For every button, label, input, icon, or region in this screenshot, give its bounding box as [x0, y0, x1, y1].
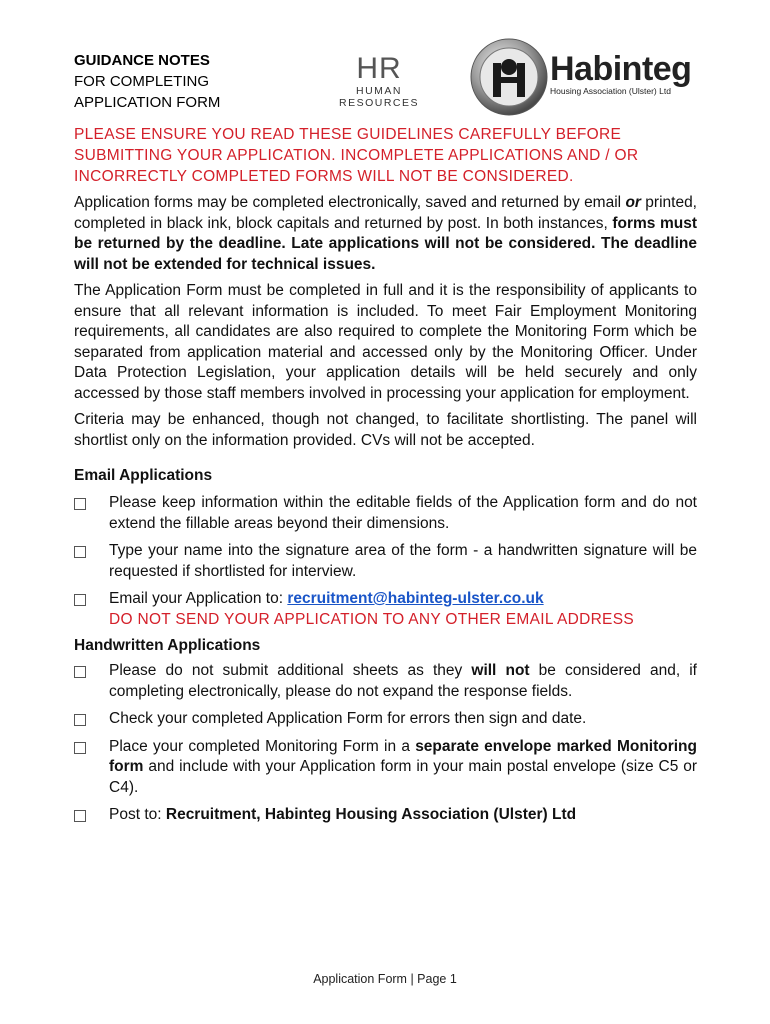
list-item-text: Type your name into the signature area of the form - a handwritten signature will be requested if shortlisted for interview.: [109, 542, 697, 580]
text-span: and include with your Application form in your main postal envelope (size C5 or C4).: [109, 758, 697, 796]
text-span: Email your Application to:: [109, 590, 288, 607]
guidance-title: GUIDANCE NOTES: [74, 52, 210, 69]
text-span: printed, completed in black ink, block capitals and returned by post. In both instances,: [74, 194, 697, 232]
paragraph-completion: The Application Form must be completed in full and it is the responsibility of applicants to ensure that all relevant information is included. To meet Fair Employment Monitoring requirements, all candidates are also required to complete the Monitoring Form which be separated from application material and accessed only by the Monitoring Officer. Under Data Protection Legislation, your application details will be held securely and only accessed by those staff members involved in processing your application for employment.: [74, 282, 697, 402]
brand-name: Habinteg: [550, 50, 692, 88]
emphasis-will-not: will not: [471, 662, 530, 679]
brand-block: [550, 52, 691, 96]
guidance-subtitle-line: FOR COMPLETING: [74, 73, 210, 90]
list-item: [74, 805, 697, 826]
email-warning: DO NOT SEND YOUR APPLICATION TO ANY OTHER EMAIL ADDRESS: [109, 610, 634, 628]
list-item: [74, 493, 697, 534]
text-span: Please do not submit additional sheets as they: [109, 662, 472, 679]
habinteg-logo-icon: [469, 37, 549, 117]
checkbox[interactable]: [74, 594, 86, 606]
deadline-notice: forms must be returned by the deadline. Late applications will not be considered. The deadline will not be extended for technical issues.: [74, 214, 697, 273]
list-item: [74, 661, 697, 702]
postal-address: Recruitment, Habinteg Housing Association (Ulster) Ltd: [165, 806, 577, 823]
page-footer: Application Form | Page 1: [313, 972, 457, 986]
checkbox[interactable]: [74, 498, 86, 510]
warning-notice: PLEASE ENSURE YOU READ THESE GUIDELINES CAREFULLY BEFORE SUBMITTING YOUR APPLICATION. INCOMPLETE APPLICATIONS AND / OR INCORRECTLY COMPLETED FORMS WILL NOT BE CONSIDERED.: [74, 126, 639, 185]
list-item: [74, 589, 697, 630]
paragraph-criteria: Criteria may be enhanced, though not changed, to facilitate shortlisting. The panel will shortlist only on the information provided. CVs will not be accepted.: [74, 411, 697, 449]
list-item-text: [109, 589, 697, 630]
email-section-heading: Email Applications: [74, 467, 213, 484]
text-span: Place your completed Monitoring Form in a: [109, 737, 416, 755]
handwritten-section-heading: Handwritten Applications: [74, 637, 261, 654]
emphasis-envelope: separate envelope marked Monitoring form: [109, 737, 697, 775]
page-header: [74, 0, 697, 118]
guidance-title-block: [74, 50, 220, 113]
hr-logo: [314, 54, 444, 109]
list-item-text: Please keep information within the editable fields of the Application form and do not extend the fillable areas beyond their dimensions.: [109, 494, 697, 532]
checkbox[interactable]: [74, 742, 86, 754]
list-item-text: Check your completed Application Form for errors then sign and date.: [109, 710, 587, 727]
list-item-text: [109, 805, 697, 826]
hr-letters: HR: [356, 52, 402, 85]
brand-subtitle: Housing Association (Ulster) Ltd: [550, 86, 671, 96]
list-item: [74, 541, 697, 582]
emphasis-or: or: [625, 194, 641, 211]
guidance-subtitle-line: APPLICATION FORM: [74, 94, 221, 111]
checkbox[interactable]: [74, 546, 86, 558]
checkbox[interactable]: [74, 666, 86, 678]
text-span: Application forms may be completed electronically, saved and returned by email: [74, 194, 626, 211]
list-item: [74, 737, 697, 799]
checkbox[interactable]: [74, 714, 86, 726]
recruitment-email-link[interactable]: recruitment@habinteg-ulster.co.uk: [287, 590, 544, 607]
list-item: [74, 709, 697, 730]
hr-caption: HUMAN RESOURCES: [338, 85, 419, 109]
list-item-text: [109, 737, 697, 799]
paragraph-submission: [74, 193, 697, 275]
list-item-text: [109, 661, 697, 702]
text-span: be considered and, if completing electronically, please do not expand the response fields.: [109, 662, 697, 700]
checkbox[interactable]: [74, 810, 86, 822]
text-span: Post to:: [109, 806, 166, 823]
